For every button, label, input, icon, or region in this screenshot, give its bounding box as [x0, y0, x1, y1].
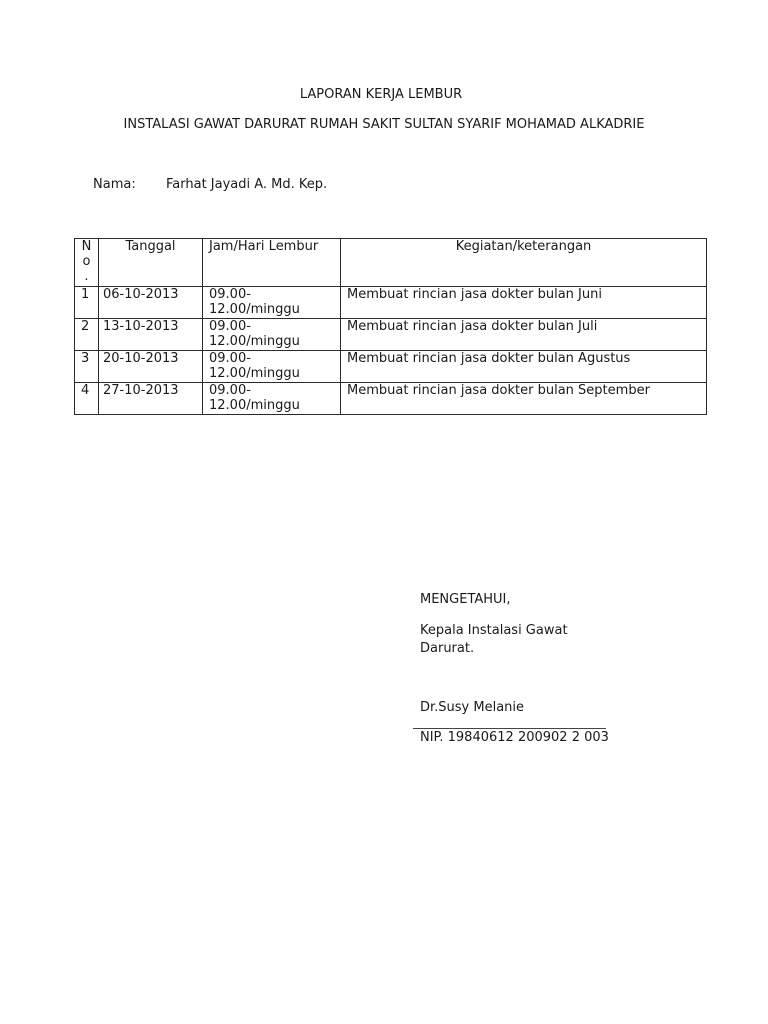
cell-jam: 09.00-12.00/minggu: [203, 287, 341, 319]
table-row: [75, 319, 707, 351]
cell-kegiatan: Membuat rincian jasa dokter bulan Juli: [341, 319, 707, 351]
header-kegiatan: Kegiatan/keterangan: [341, 239, 707, 287]
nama-value: Farhat Jayadi A. Md. Kep.: [166, 177, 328, 192]
table-row: [75, 383, 707, 415]
signer-name: Dr.Susy Melanie: [420, 700, 525, 715]
header-no-char: o: [82, 254, 91, 269]
cell-no: 4: [75, 383, 99, 415]
signer-nip: NIP. 19840612 200902 2 003: [420, 730, 609, 745]
cell-kegiatan: Membuat rincian jasa dokter bulan Agustus: [341, 351, 707, 383]
signer-position: Kepala Instalasi Gawat Darurat.: [420, 623, 568, 656]
cell-jam: 09.00-12.00/minggu: [203, 319, 341, 351]
cell-jam: 09.00-12.00/minggu: [203, 383, 341, 415]
header-no: [75, 239, 99, 287]
cell-kegiatan: Membuat rincian jasa dokter bulan September: [341, 383, 707, 415]
cell-no: 3: [75, 351, 99, 383]
header-no-char: .: [84, 269, 89, 284]
header-jam: Jam/Hari Lembur: [203, 239, 341, 287]
document-title: LAPORAN KERJA LEMBUR: [299, 87, 463, 102]
cell-tanggal: 06-10-2013: [99, 287, 203, 319]
overtime-table: [74, 238, 707, 415]
mengetahui-label: MENGETAHUI,: [420, 592, 511, 607]
nama-line: [93, 177, 327, 192]
header-no-char: N: [81, 239, 92, 254]
cell-tanggal: 13-10-2013: [99, 319, 203, 351]
header-tanggal: Tanggal: [99, 239, 203, 287]
cell-tanggal: 27-10-2013: [99, 383, 203, 415]
cell-no: 1: [75, 287, 99, 319]
table-row: [75, 287, 707, 319]
nama-label: Nama:: [93, 177, 136, 192]
cell-kegiatan: Membuat rincian jasa dokter bulan Juni: [341, 287, 707, 319]
document-subtitle: INSTALASI GAWAT DARURAT RUMAH SAKIT SULTAN SYARIF MOHAMAD ALKADRIE: [123, 117, 645, 132]
cell-no: 2: [75, 319, 99, 351]
cell-jam: 09.00-12.00/minggu: [203, 351, 341, 383]
cell-tanggal: 20-10-2013: [99, 351, 203, 383]
table-row: [75, 351, 707, 383]
table-header-row: [75, 239, 707, 287]
